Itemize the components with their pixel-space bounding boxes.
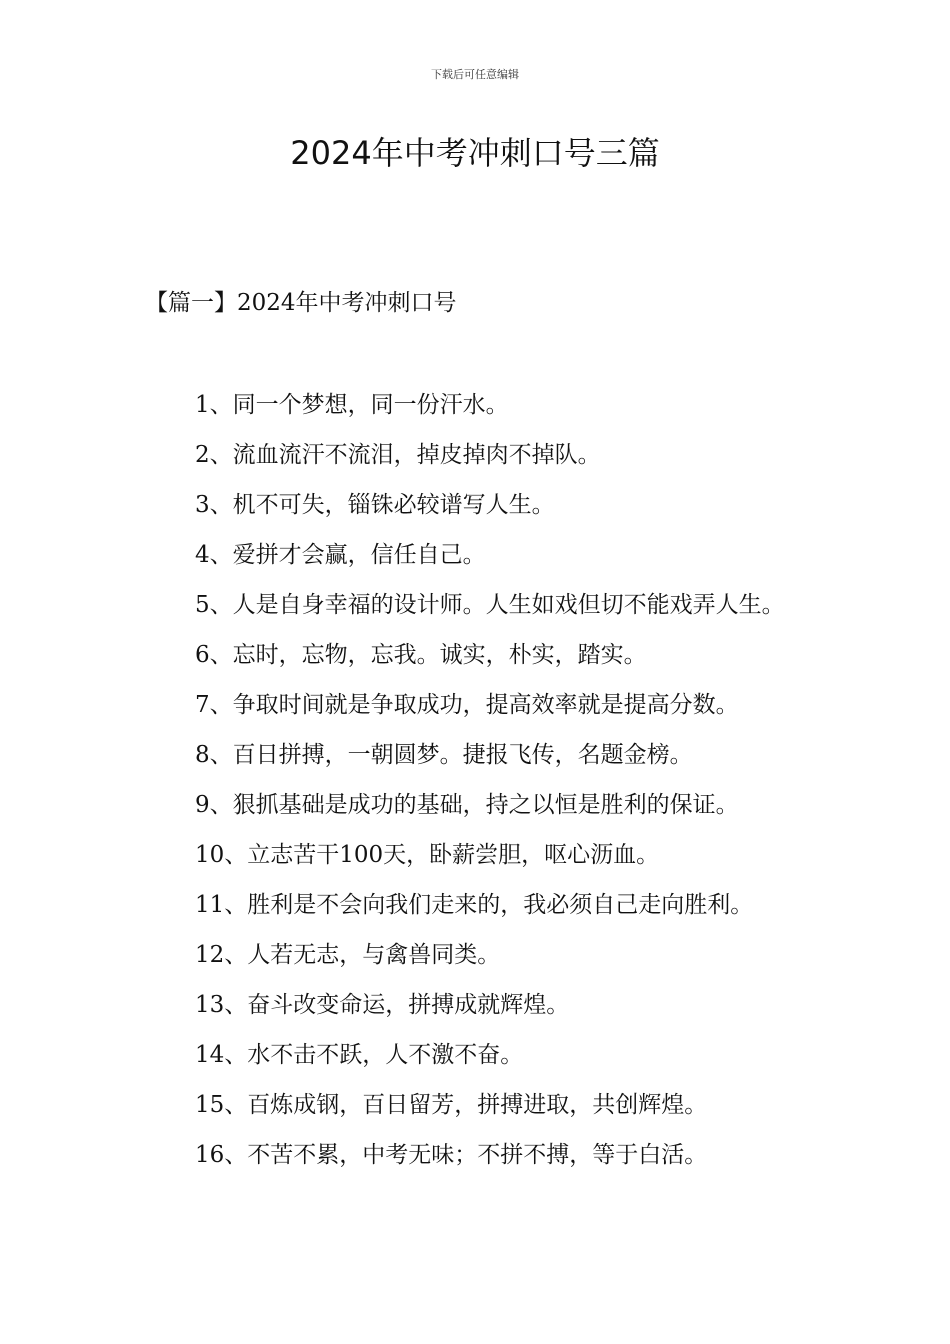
section-heading: 【篇一】2024年中考冲刺口号	[145, 290, 457, 316]
list-item: 3、机不可失，锱铢必较谱写人生。	[195, 492, 555, 518]
list-item: 6、忘时，忘物，忘我。诚实，朴实，踏实。	[195, 642, 647, 668]
list-item: 16、不苦不累，中考无味；不拼不搏，等于白活。	[195, 1142, 708, 1168]
list-item: 9、狠抓基础是成功的基础，持之以恒是胜利的保证。	[195, 792, 739, 818]
page-header-note: 下载后可任意编辑	[431, 68, 519, 81]
list-item: 2、流血流汗不流泪，掉皮掉肉不掉队。	[195, 442, 601, 468]
list-item: 14、水不击不跃，人不激不奋。	[195, 1042, 524, 1068]
list-item: 1、同一个梦想，同一份汗水。	[195, 392, 509, 418]
list-item: 4、爱拼才会赢，信任自己。	[195, 542, 486, 568]
slogan-list	[145, 380, 810, 1180]
list-item: 15、百炼成钢，百日留芳，拼搏进取，共创辉煌。	[195, 1092, 708, 1118]
list-item: 10、立志苦干100天，卧薪尝胆，呕心沥血。	[195, 842, 660, 868]
list-item: 13、奋斗改变命运，拼搏成就辉煌。	[195, 992, 570, 1018]
list-item: 5、人是自身幸福的设计师。人生如戏但切不能戏弄人生。	[195, 592, 785, 618]
document-title: 2024年中考冲刺口号三篇	[290, 134, 660, 172]
list-item: 8、百日拼搏，一朝圆梦。捷报飞传，名题金榜。	[195, 742, 693, 768]
list-item: 12、人若无志，与禽兽同类。	[195, 942, 501, 968]
list-item: 11、胜利是不会向我们走来的，我必须自己走向胜利。	[195, 892, 754, 918]
list-item: 7、争取时间就是争取成功，提高效率就是提高分数。	[195, 692, 739, 718]
